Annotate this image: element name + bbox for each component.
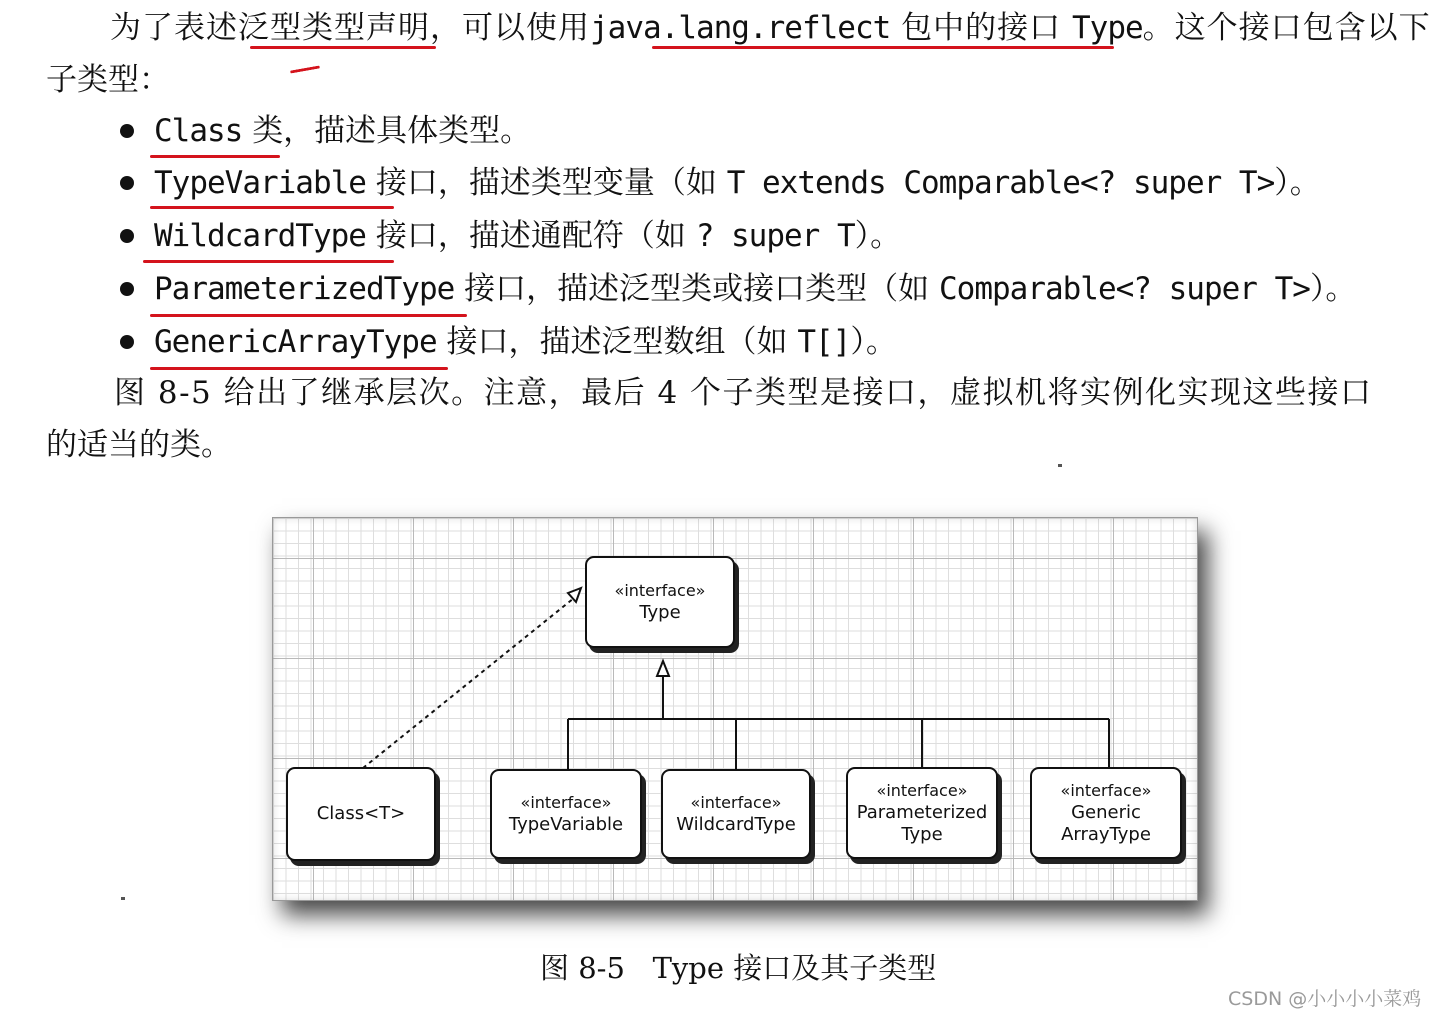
box-name-line: Generic (1071, 802, 1141, 823)
parameterizedtype-box (846, 767, 998, 859)
bullet-example: T[] (797, 324, 851, 360)
type-hierarchy-diagram (272, 517, 1198, 901)
stereotype-label: «interface» (614, 581, 706, 600)
class-box (286, 767, 436, 861)
type-interface-box (585, 556, 735, 648)
bullet-dot (120, 124, 134, 138)
annotation-underline (150, 367, 448, 370)
bullet-dot (120, 282, 134, 296)
intro-text-1: 为了表述泛型类型声明，可以使用 (110, 10, 590, 46)
figure-title: Type 接口及其子类型 (652, 951, 937, 985)
annotation-stroke (290, 65, 320, 73)
bullet-code: WildcardType (154, 218, 366, 254)
bullet-example: Comparable<? super T> (939, 271, 1310, 307)
bullet-code: Class (154, 113, 243, 149)
annotation-underline (250, 46, 436, 49)
intro-code-type: Type (1072, 10, 1143, 46)
bullet-tail: ）。 (850, 324, 897, 360)
bullet-example: ? super T (695, 218, 855, 254)
annotation-underline (150, 155, 280, 158)
annotation-underline (150, 314, 467, 317)
wildcardtype-box (661, 769, 811, 859)
bullet-dot (120, 335, 134, 349)
bullet-tail: ）。 (854, 218, 902, 254)
note-line-1: 图 8-5 给出了继承层次。注意，最后 4 个子类型是接口，虚拟机将实例化实现这些接口 (114, 375, 1373, 411)
annotation-underline (143, 260, 394, 263)
box-name-line: Type (901, 824, 943, 845)
intro-code-package: java.lang.reflect (590, 10, 891, 46)
bullet-dot (120, 229, 134, 243)
scan-speck (121, 897, 125, 900)
bullet-code: ParameterizedType (154, 271, 455, 307)
intro-line-1 (110, 8, 1431, 48)
bullet-example: T extends Comparable<? super T> (726, 165, 1275, 201)
bullet-code: GenericArrayType (154, 324, 437, 360)
bullet-class (154, 111, 531, 151)
box-name-line: Parameterized (856, 802, 988, 823)
figure-number: 图 8-5 (540, 951, 625, 985)
watermark: CSDN @小小小小菜鸡 (1228, 988, 1422, 1010)
bullet-wildcardtype (154, 216, 901, 256)
bullet-tail: ）。 (1274, 165, 1321, 201)
bullet-tail: ）。 (1309, 271, 1357, 307)
realization-arrowhead (568, 588, 581, 602)
note-line-2: 的适当的类。 (46, 427, 232, 463)
annotation-underline (652, 46, 1114, 49)
genericarraytype-box (1030, 767, 1182, 859)
bullet-text: 接口，描述通配符（如 (375, 218, 686, 254)
box-name-line: ArrayType (1061, 824, 1151, 845)
bullet-text: 类，描述具体类型。 (252, 113, 532, 149)
box-name: Type (639, 602, 681, 623)
generalization-arrowhead (657, 661, 669, 676)
annotation-underline (150, 206, 394, 209)
bullet-text: 接口，描述类型变量（如 (375, 165, 717, 201)
box-name: TypeVariable (508, 814, 624, 835)
stereotype-label: «interface» (690, 793, 782, 812)
figure-caption (540, 948, 936, 988)
bullet-text: 接口，描述泛型数组（如 (446, 324, 788, 360)
intro-line-2: 子类型： (46, 62, 170, 98)
scan-speck (1058, 464, 1062, 467)
bullet-dot (120, 176, 134, 190)
stereotype-label: «interface» (520, 793, 612, 812)
typevariable-box (490, 769, 642, 859)
box-name: WildcardType (676, 814, 796, 835)
box-name: Class<T> (316, 803, 406, 824)
bullet-code: TypeVariable (154, 165, 366, 201)
bullet-typevariable (154, 163, 1321, 203)
stereotype-label: «interface» (1060, 781, 1152, 800)
stereotype-label: «interface» (876, 781, 968, 800)
bullet-text: 接口，描述泛型类或接口类型（如 (464, 271, 930, 307)
intro-text-3: 。这个接口包含以下 (1142, 10, 1431, 46)
realization-dashed-line (363, 594, 579, 768)
bullet-genericarraytype (154, 322, 897, 362)
bullet-parameterizedtype (154, 269, 1356, 309)
intro-text-2: 包中的接口 (901, 10, 1062, 46)
